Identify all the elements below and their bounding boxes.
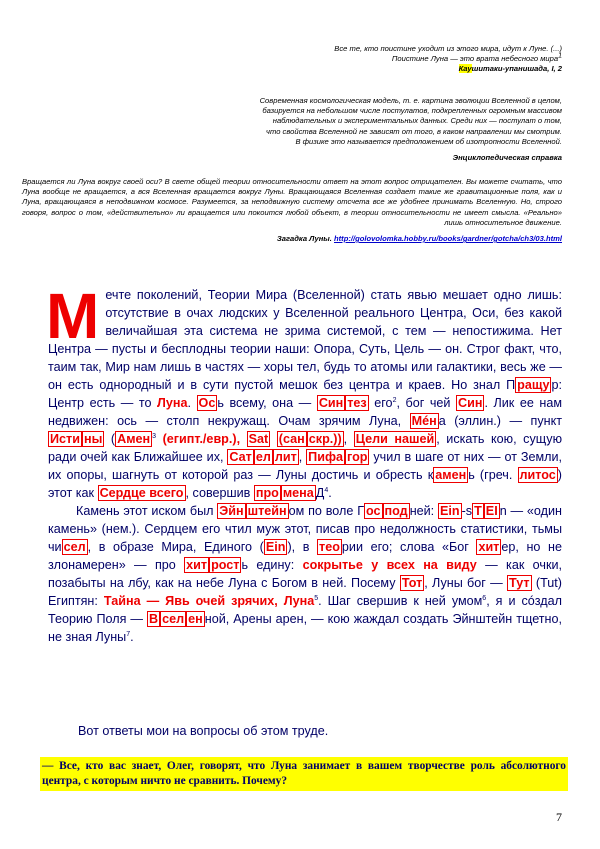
- epigraph-line: Современная космологическая модель, т. е. картина эволюции Вселенной в целом,: [259, 96, 562, 105]
- text-run: , искать кою, сущую ради очей как Ближайшее их,: [48, 432, 563, 464]
- boxed-highlight: Сердце всего: [99, 486, 184, 500]
- boxed-highlight: Ос: [198, 396, 216, 410]
- text-run: , совершив: [185, 486, 254, 500]
- drop-cap: М: [46, 280, 100, 352]
- boxed-highlight: амен: [435, 468, 467, 482]
- footnote-ref: 5: [314, 594, 319, 602]
- boxed-highlight: тео: [319, 540, 340, 554]
- text-run: ер, но не злонамерен» — про: [48, 540, 562, 572]
- boxed-highlight: литос: [519, 468, 556, 482]
- boxed-highlight: скр.)): [308, 432, 342, 446]
- text-run: ь едину:: [241, 558, 303, 572]
- boxed-highlight: про: [255, 486, 279, 500]
- boxed-highlight: сел: [63, 540, 86, 554]
- text-run: . Лик ее нам недвижен: ось — столп некружащ. Очам зрячим Луна,: [48, 396, 562, 428]
- text-run: .: [130, 630, 134, 644]
- text-run: .: [328, 486, 332, 500]
- boxed-highlight: мена: [282, 486, 314, 500]
- paragraph-2: [48, 502, 562, 646]
- answers-line: Вот ответы мои на вопросы об этом труде.: [78, 724, 329, 738]
- text-run: ) этот как: [48, 468, 562, 500]
- text-run: ), в: [287, 540, 318, 554]
- footnote-ref: 2: [392, 396, 397, 404]
- text-run: .: [187, 396, 197, 410]
- epigraph-line: наблюдательных и экспериментальных данных. Среди них — постулат о том,: [272, 116, 562, 126]
- boxed-highlight: Тут: [509, 576, 530, 590]
- epigraph-source: Каушитаки-упанишада, I, 2: [458, 64, 562, 74]
- boxed-highlight: тез: [347, 396, 367, 410]
- boxed-highlight: В: [148, 612, 159, 626]
- boxed-highlight: сел: [162, 612, 185, 626]
- boxed-highlight: ен: [188, 612, 203, 626]
- boxed-highlight: Ein: [440, 504, 460, 518]
- boxed-highlight: Син: [318, 396, 344, 410]
- text-run: , бог чей: [396, 396, 456, 410]
- boxed-highlight: хит: [478, 540, 500, 554]
- text-run: а (эллин.) — пункт: [438, 414, 562, 428]
- boxed-highlight: хит: [186, 558, 208, 572]
- boxed-highlight: под: [384, 504, 408, 518]
- text-run: (: [104, 432, 116, 446]
- text-run: его: [368, 396, 393, 410]
- boxed-highlight: Амен: [117, 432, 151, 446]
- boxed-highlight: (сан: [278, 432, 305, 446]
- footnote-ref: 7: [126, 630, 131, 638]
- text-run: n — «один камень» (нем.). Сердцем его чтил муж этот, писав про недолжность статистики, тьмы чи: [48, 504, 562, 554]
- boxed-highlight: рост: [211, 558, 240, 572]
- epigraph-line: что свойства Вселенной не зависят от того, в каком направлении мы смотрим.: [266, 126, 562, 136]
- epigraph-line: Поистине Луна — это врата небесного мира$^1$: [391, 52, 562, 64]
- boxed-highlight: ос: [366, 504, 381, 518]
- text-run: ной, Арены арен, — кою жаждал создать Эйнштейн тщетно, не зная Луны: [48, 612, 563, 644]
- text-run: ,: [298, 450, 307, 464]
- boxed-highlight: Sat: [248, 432, 269, 446]
- text-run: Камень этот иском был: [76, 504, 218, 518]
- text-run: ечте поколений, Теории Мира (Вселенной) стать явью мешает одно лишь: отсутствие в очах людских у Вселенной реального Центра, Оси, без какой величайшая эта система не зрима системой, с тем — непостижима. Нет Центра — пусты и бесплодны теории наши: Опора, Суть, Цель — он. Строг факт, что, таим так, Мир нам лишь в частях — хоры тел, будь то атомы или галактики, весь же — он есть однородный и в сути пустой мешок без центра и краев. Но знал П: [48, 288, 562, 392]
- text-run: рии его; слова «Бог: [341, 540, 477, 554]
- red-emphasis: сокрытье у всех на виду: [302, 558, 477, 572]
- red-emphasis: Тайна — Явь очей зрячих, Луна: [103, 594, 315, 608]
- text-run: ом по воле Г: [288, 504, 365, 518]
- boxed-highlight: лит: [274, 450, 297, 464]
- text-run: ь (греч.: [468, 468, 518, 482]
- boxed-highlight: Ein: [265, 540, 286, 554]
- highlighted-text: Кау: [458, 64, 472, 74]
- epigraph-encyclopedia: [260, 96, 562, 163]
- footnote-ref: 3: [152, 432, 157, 440]
- footnote-ref: 1: [558, 52, 562, 60]
- footnote-ref: 4: [324, 486, 329, 494]
- text-run: ней:: [409, 504, 438, 518]
- text-run: (Tut) Египтян:: [48, 576, 563, 608]
- red-emphasis: Луна: [157, 396, 188, 410]
- text-run: , Луны бог —: [424, 576, 508, 590]
- boxed-highlight: ел: [255, 450, 271, 464]
- text-run: ь всему, она —: [217, 396, 317, 410]
- text-run: — как очки, позабыты на лбу, как на небе Луна с Богом в ней. Посему: [48, 558, 563, 590]
- footnote-ref: 6: [482, 594, 487, 602]
- page-number: 7: [556, 810, 562, 824]
- boxed-highlight: Тот: [401, 576, 423, 590]
- text-run: , я и сóздал Теорию Поля —: [48, 594, 562, 626]
- boxed-highlight: T: [474, 504, 482, 518]
- epigraph-moon-riddle: [22, 177, 562, 244]
- boxed-highlight: Исти: [50, 432, 80, 446]
- interview-question: — Все, кто вас знает, Олег, говорят, что Луна занимает в вашем творчестве роль абсолютного центра, с которым ничто не сравнить. Почему?: [40, 757, 568, 791]
- boxed-highlight: EI: [485, 504, 498, 518]
- boxed-highlight: Эйн: [219, 504, 244, 518]
- text-run: р: Центр есть — то: [48, 378, 562, 410]
- boxed-highlight: ращу: [517, 378, 550, 392]
- epigraph-line: Все те, кто поистине уходит из этого мира, идут к Луне. (...): [334, 44, 562, 53]
- main-text: [46, 280, 563, 646]
- epigraph-line: базируется на небольшом числе постулатов, подкрепленных огромным массивом: [262, 106, 562, 116]
- epigraph-text: Вращается ли Луна вокруг своей оси? В свете общей теории относительности ответ на этот вопрос отрицателен. Вы можете считать, что Луна вообще не вращается, а вся Вселенная вращается вокруг Луны. Вращающаяся Вселенная создает такие же гравитационные поля, как и Луна, вращающаяся в неподвижном космосе. Разумеется, за неподвижную систему отсчета все же удобнее принимать Вселенную. Но, строго говоря, вопрос о том, «действительно» ли вращается или покоится любой объект, в теории относительности не имеет смысла. «Реально» лишь относительное движение.: [22, 177, 562, 227]
- text-run: -s: [461, 504, 473, 518]
- text-run: Д: [315, 486, 325, 500]
- epigraph-upanishad: [334, 44, 562, 75]
- boxed-highlight: Мéн: [411, 414, 437, 428]
- boxed-highlight: Цели нашей: [355, 432, 435, 446]
- paragraph-1: [46, 280, 563, 502]
- text-run: [270, 432, 277, 446]
- epigraph-source: Энциклопедическая справка: [452, 153, 562, 163]
- boxed-highlight: Син: [458, 396, 483, 410]
- boxed-highlight: Пифа: [308, 450, 343, 464]
- boxed-highlight: гор: [347, 450, 368, 464]
- text-run: ,: [343, 432, 354, 446]
- text-run: учил в шаге от них — от Земли, их опоры, шагнуть от которой раз — Луны достичь и обресть к: [48, 450, 563, 482]
- source-link[interactable]: http://golovolomka.hobby.ru/books/gardner/gotcha/ch3/03.html: [334, 234, 562, 244]
- boxed-highlight: штейн: [247, 504, 287, 518]
- epigraph-source: Загадка Луны. http://golovolomka.hobby.ru/books/gardner/gotcha/ch3/03.html: [276, 234, 562, 244]
- text-run: , в образе Мира, Единого (: [87, 540, 264, 554]
- red-emphasis: (египт./евр.),: [156, 432, 247, 446]
- text-run: . Шаг свершив к ней умом: [318, 594, 483, 608]
- boxed-highlight: ны: [83, 432, 103, 446]
- boxed-highlight: Сат: [229, 450, 252, 464]
- epigraph-line: В физике это называется предположением об изотропности Вселенной.: [295, 136, 562, 146]
